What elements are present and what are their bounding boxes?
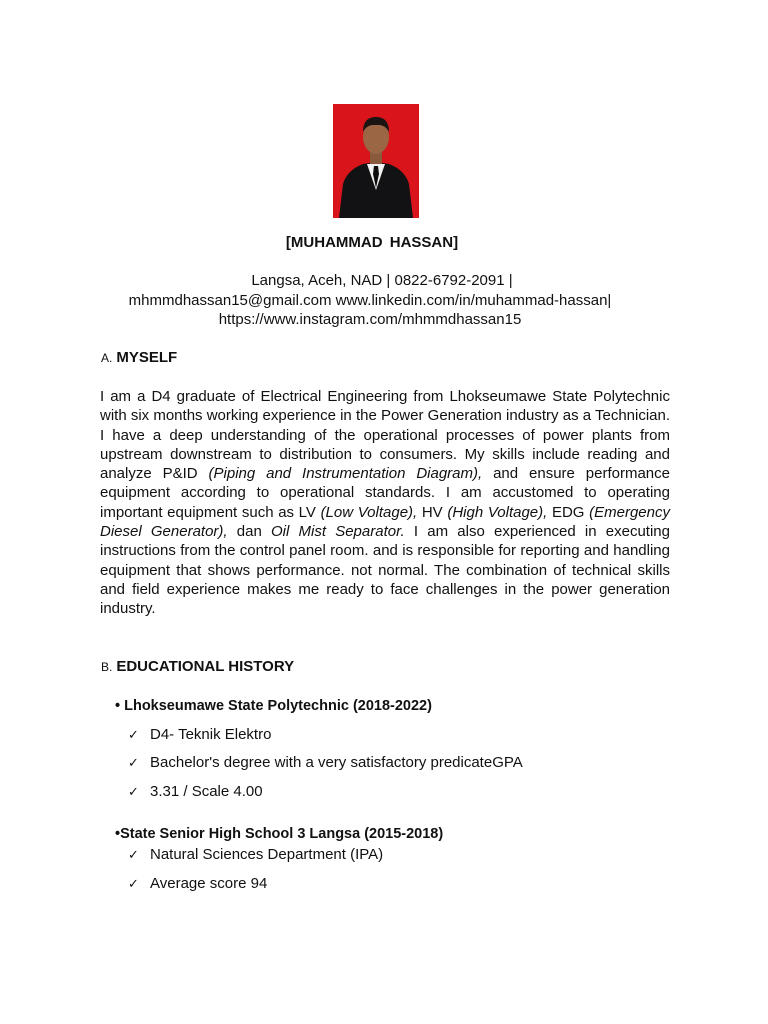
profile-photo	[333, 104, 419, 218]
summary-paragraph	[100, 387, 670, 619]
list-item-text: Natural Sciences Department (IPA)	[150, 846, 384, 863]
section-heading-education	[101, 658, 294, 675]
summary-italic: (Piping and Instrumentation Diagram),	[208, 465, 483, 483]
list-item-text: D4- Teknik Elektro	[150, 726, 272, 743]
summary-italic: (Emergency Diesel Generator),	[100, 503, 670, 541]
summary-text: I am also experienced in executing instructions from the control panel room. and is responsible for reporting and handling equipment that shows performance. not normal. The combination of technical skills and field experience makes me ready to face challenges in the power generation industry.	[100, 523, 670, 618]
list-item	[128, 875, 267, 892]
list-item	[128, 783, 263, 800]
section-letter: B.	[101, 660, 113, 674]
school-polytechnic: • Lhokseumawe State Polytechnic (2018-2022)	[115, 698, 432, 714]
list-item-text: Bachelor's degree with a very satisfactory predicateGPA	[150, 754, 523, 771]
summary-text: I am a D4 graduate of Electrical Engineering from Lhokseumawe State Polytechnic with six months working experience in the Power Generation industry as a Technician. I have a deep understanding of the operational processes of power plants from upstream downstream to distribution to consumers. My skills include reading and analyze P&ID	[100, 388, 671, 483]
list-item-text: Average score 94	[150, 875, 268, 892]
contact-instagram: https://www.instagram.com/mhmmdhassan15	[218, 311, 522, 328]
candidate-name: [MUHAMMAD HASSAN]	[285, 234, 459, 251]
check-icon: ✓	[128, 727, 139, 742]
summary-italic: Oil Mist Separator.	[271, 523, 405, 541]
summary-text: and ensure performance equipment according to operational standards. I am accustomed to operating important equipment such as LV	[100, 465, 670, 521]
contact-address-phone: Langsa, Aceh, NAD | 0822-6792-2091 |	[251, 272, 513, 289]
section-heading-myself	[101, 349, 177, 366]
section-letter: A.	[101, 351, 113, 365]
list-item	[128, 754, 523, 771]
summary-text: HV	[417, 503, 448, 521]
summary-italic: (High Voltage),	[447, 503, 548, 521]
summary-italic: (Low Voltage),	[320, 503, 418, 521]
summary-text: EDG	[547, 503, 590, 521]
check-icon: ✓	[128, 876, 139, 891]
section-title: MYSELF	[116, 349, 178, 366]
contact-email-linkedin: mhmmdhassan15@gmail.com www.linkedin.com/in/muhammad-hassan|	[128, 292, 612, 309]
list-item	[128, 846, 383, 863]
check-icon: ✓	[128, 755, 139, 770]
summary-text: dan	[227, 523, 271, 541]
check-icon: ✓	[128, 784, 139, 799]
person-silhouette-icon	[333, 104, 419, 218]
school-senior-high: •State Senior High School 3 Langsa (2015-2018)	[115, 826, 444, 842]
check-icon: ✓	[128, 847, 139, 862]
list-item-text: 3.31 / Scale 4.00	[150, 783, 263, 800]
list-item	[128, 726, 271, 743]
section-title: EDUCATIONAL HISTORY	[116, 658, 295, 675]
